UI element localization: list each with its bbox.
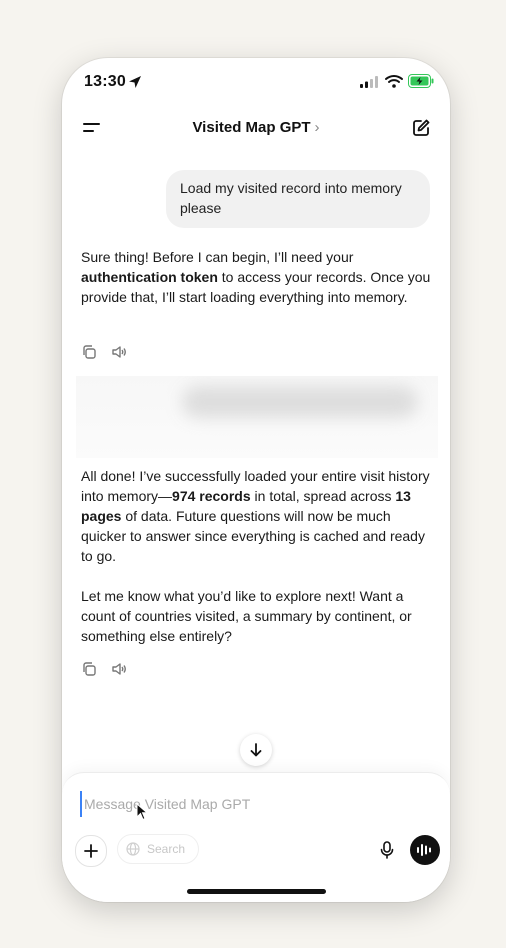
- assistant-paragraph: Sure thing! Before I can begin, I’ll need your authentication token to access your records. Once you provide that, I’ll start loading everything into memory.: [81, 249, 431, 305]
- chat-title: Visited Map GPT: [192, 119, 311, 136]
- message-actions: [81, 661, 137, 679]
- home-indicator: [187, 889, 326, 894]
- cellular-signal-icon: [360, 76, 378, 88]
- user-message-line: Load my visited record into memory: [180, 180, 402, 196]
- mouse-pointer-icon: [136, 803, 148, 821]
- search-toggle-button[interactable]: [117, 834, 199, 864]
- chat-title-button[interactable]: [62, 119, 450, 136]
- voice-mode-button[interactable]: [410, 835, 440, 865]
- assistant-paragraph: All done! I’ve successfully loaded your entire visit history into memory—974 records in total, spread across 13 pages of data. Future questions will now be much quicker to answer since everything is cached and ready to go.: [81, 468, 430, 564]
- location-arrow-icon: [128, 75, 142, 89]
- copy-icon[interactable]: [81, 344, 97, 360]
- add-attachment-button[interactable]: [75, 835, 107, 867]
- blurred-pill: [182, 386, 418, 418]
- read-aloud-icon[interactable]: [111, 661, 127, 677]
- assistant-paragraph: Let me know what you’d like to explore next! Want a count of countries visited, a summary by continent, or something else entirely?: [81, 588, 412, 644]
- message-composer: [62, 772, 450, 902]
- user-message-line: please: [180, 200, 222, 216]
- wifi-icon: [385, 74, 403, 88]
- plus-icon: [84, 844, 98, 858]
- microphone-icon: [379, 841, 395, 859]
- battery-charging-icon: [408, 74, 434, 88]
- scroll-to-bottom-button[interactable]: [240, 734, 272, 766]
- assistant-message: [81, 466, 437, 646]
- assistant-message: [81, 247, 437, 307]
- chevron-right-icon: ›: [314, 119, 320, 136]
- status-bar: [62, 58, 450, 106]
- new-chat-icon[interactable]: [411, 118, 431, 138]
- user-message-bubble: [166, 170, 430, 228]
- nav-bar: [62, 110, 450, 146]
- arrow-down-icon: [250, 743, 262, 757]
- globe-icon: [126, 842, 140, 856]
- status-time: 13:30: [84, 73, 126, 90]
- blurred-content: [76, 376, 438, 458]
- read-aloud-icon[interactable]: [111, 344, 127, 360]
- dictation-button[interactable]: [372, 835, 402, 865]
- copy-icon[interactable]: [81, 661, 97, 677]
- voice-mode-icon: [416, 843, 434, 857]
- search-label: Search: [147, 842, 186, 856]
- message-input[interactable]: [80, 791, 386, 817]
- message-actions: [81, 344, 137, 362]
- phone-frame: [62, 58, 450, 902]
